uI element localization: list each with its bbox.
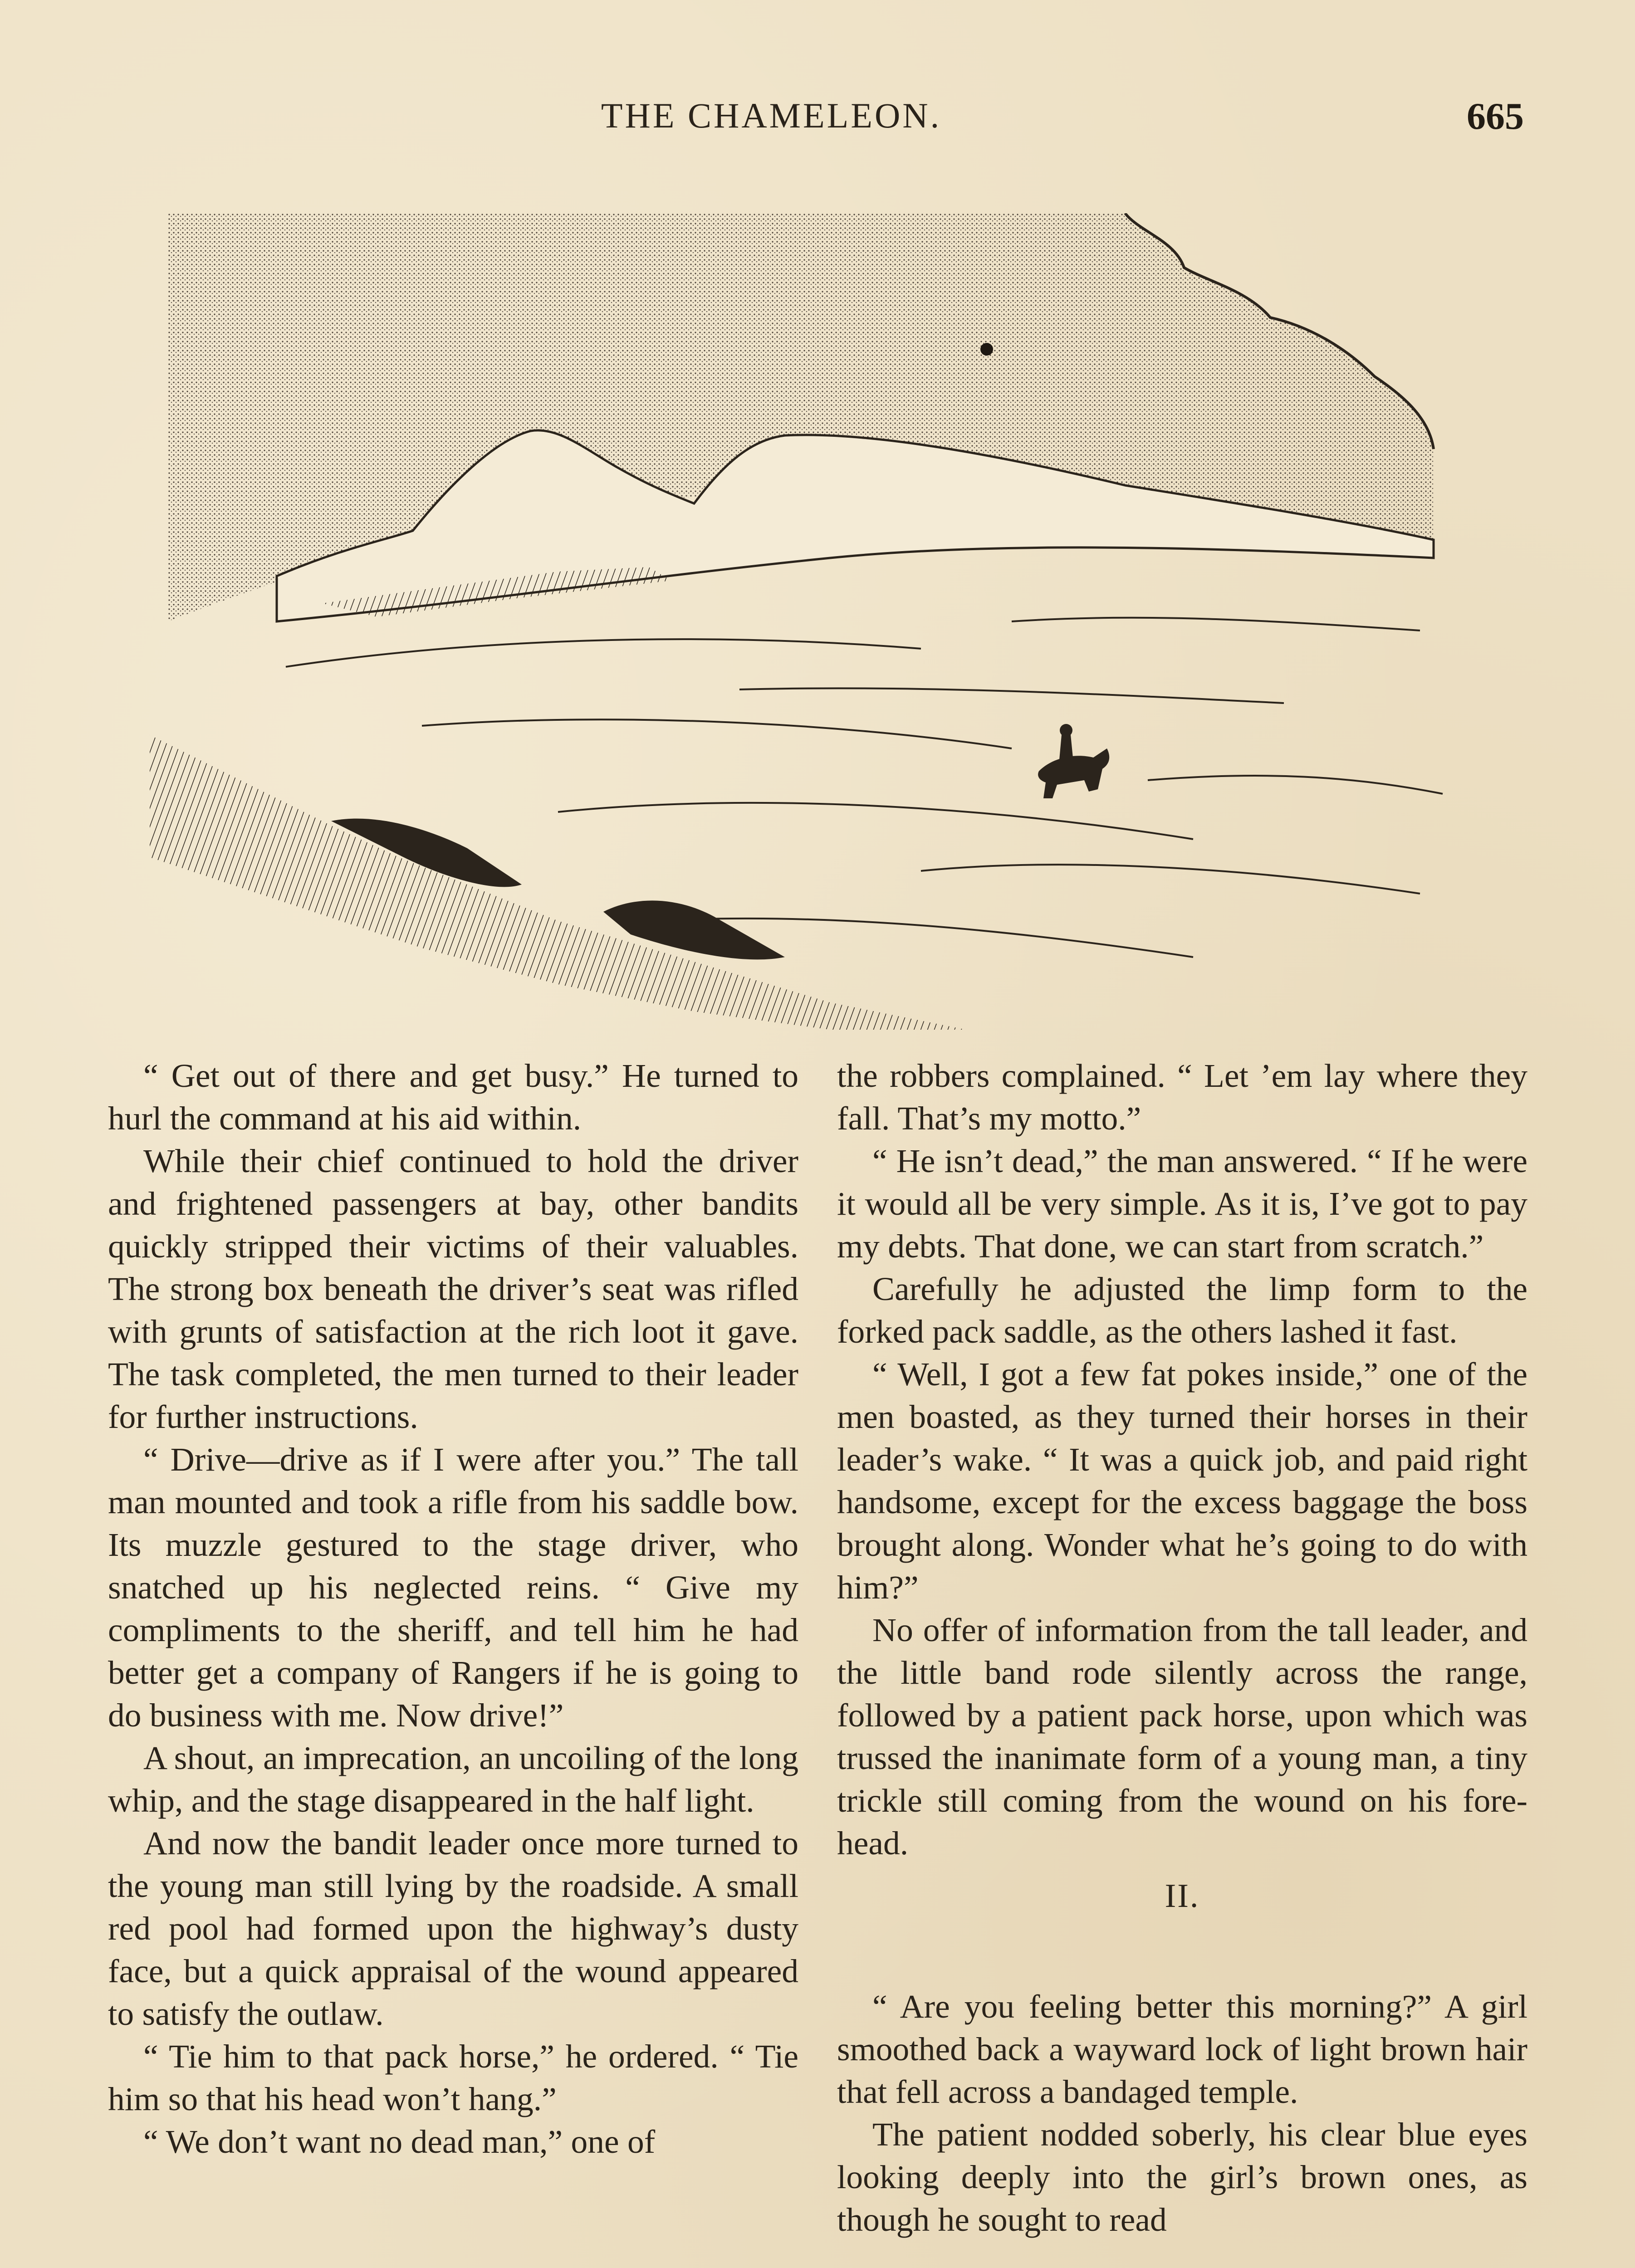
running-title: THE CHAMELEON.: [601, 96, 942, 135]
foreground-rocks: [150, 735, 966, 1030]
paragraph: “ Well, I got a few fat pokes inside,” one of the men boasted, as they turned their horses in their leader’s wake. “ It was a quick job, and paid right handsome, except for the excess baggage the boss brought along. Wonder what he’s going to do with him?”: [837, 1356, 1527, 1606]
paragraph: Carefully he adjusted the limp form to the forked pack saddle, as the others lashed it fast.: [837, 1271, 1527, 1350]
paragraph: “ We don’t want no dead man,” one of: [143, 2123, 656, 2160]
paragraph: “ Tie him to that pack horse,” he ordered. “ Tie him so that his head won’t hang.”: [108, 2038, 798, 2117]
paragraph: The patient nodded soberly, his clear blue eyes looking deeply into the girl’s brown ones, as though he sought to read: [837, 2116, 1527, 2238]
landscape-illustration: [150, 213, 1529, 1030]
section-heading: II.: [1165, 1877, 1200, 1915]
page-number: 665: [1467, 95, 1524, 137]
paragraph: “ He isn’t dead,” the man answered. “ If he were it would all be very simple. As it is, I’ve got to pay my debts. That done, we can start from scratch.”: [837, 1143, 1527, 1265]
right-column: [837, 1055, 1527, 2241]
paragraph: No offer of information from the tall leader, and the little band rode silently across the range, followed by a patient pack horse, upon which was trussed the inanimate form of a young man, a tiny trickle still coming from the wound on his forehead.: [837, 1612, 1527, 1862]
left-column: [108, 1055, 798, 2163]
lone-rider: [1038, 724, 1109, 798]
page-header: [0, 95, 1635, 150]
paragraph: “ Are you feeling better this morning?” A girl smoothed back a wayward lock of light brown hair that fell across a bandaged temple.: [837, 1988, 1527, 2110]
paragraph-continuation: the robbers complained. “ Let ’em lay where they fall. That’s my motto.”: [837, 1057, 1527, 1137]
paragraph: “ Get out of there and get busy.” He turned to hurl the command at his aid within.: [108, 1057, 798, 1137]
rider-landscape-drawing: [150, 213, 1529, 1030]
paragraph: “ Drive—drive as if I were after you.” The tall man mounted and took a rifle from his saddle bow. Its muzzle gestured to the stage driver, who snatched up his neglected reins. “ Give my compliments to the sheriff, and tell him he had better get a company of Rangers if he is going to do business with me. Now drive!”: [108, 1441, 798, 1734]
paragraph: While their chief continued to hold the driver and frightened passengers at bay, other bandits quickly stripped their victims of their valuables. The strong box beneath the driver’s seat was rifled with grunts of satisfaction at the rich loot it gave. The task completed, the men turned to their leader for further instructions.: [108, 1143, 798, 1435]
paragraph: A shout, an imprecation, an uncoiling of the long whip, and the stage disappeared in the half light.: [108, 1740, 798, 1819]
paragraph: And now the bandit leader once more turned to the young man still lying by the roadside. A small red pool had formed upon the highway’s dusty face, but a quick appraisal of the wound appeared to satisfy the outlaw.: [108, 1825, 798, 2032]
ink-spot: [980, 343, 993, 356]
